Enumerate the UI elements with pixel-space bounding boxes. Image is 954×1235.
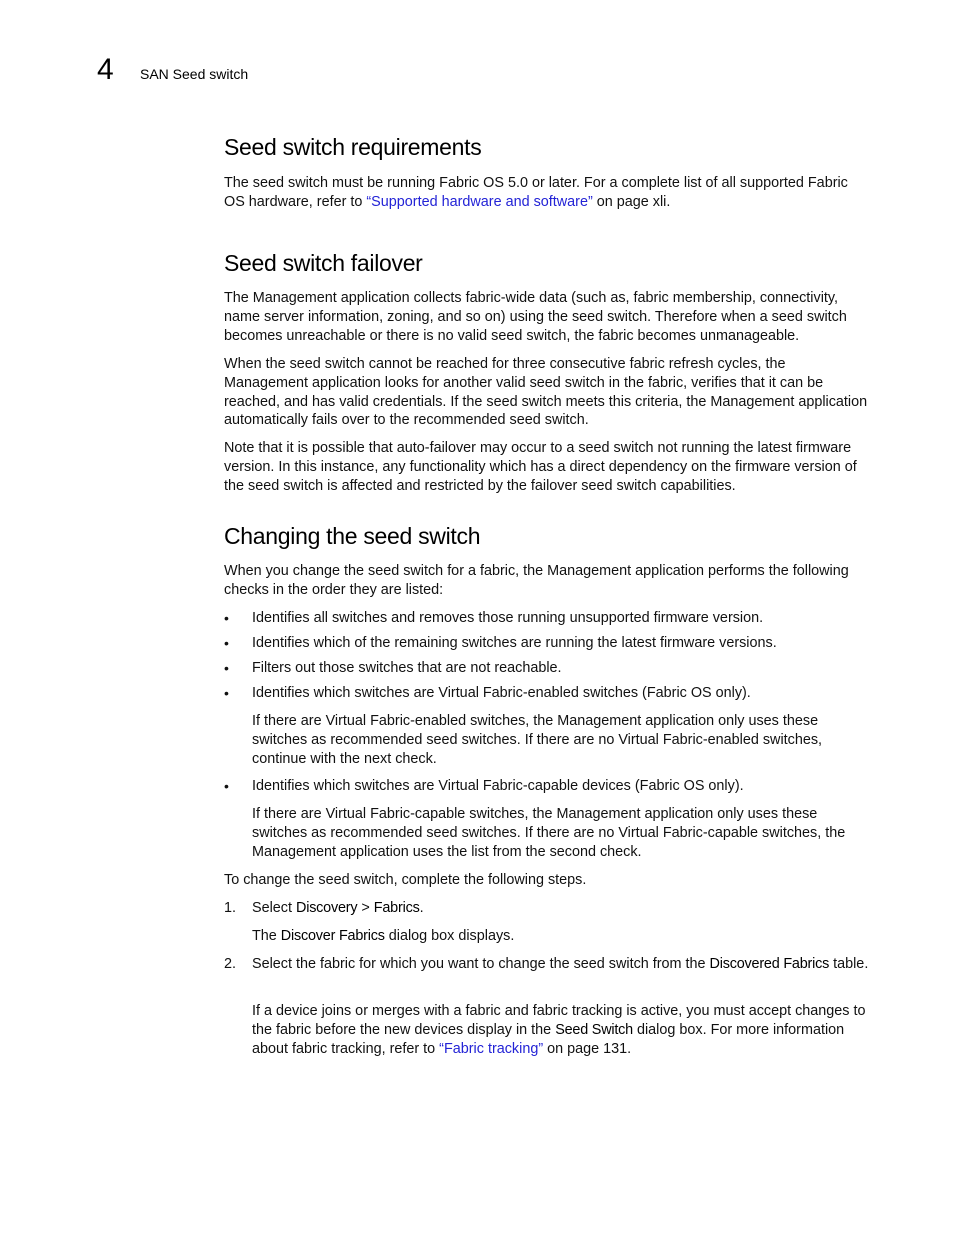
step-number: 2. <box>224 956 237 972</box>
table-discovered-fabrics: Discovered Fabrics <box>709 956 830 972</box>
section-title-changing-seed-switch: Changing the seed switch <box>224 523 481 549</box>
failover-paragraph-3: Note that it is possible that auto-failover may occur to a seed switch not running the latest firmware version. In this instance, any functionality which has a direct dependency on the firmware version of the seed switch is affected and restricted by the failover seed switch capabilities. <box>224 440 857 494</box>
menu-discovery: Discovery <box>296 900 358 916</box>
note-text: The <box>252 928 281 944</box>
step-text: Select <box>252 900 296 916</box>
step-text-end: . <box>419 900 424 916</box>
bullet-note-virtual-fabric-capable: If there are Virtual Fabric-capable switches, the Management application only uses these switches as recommended seed switches. If there are no Virtual Fabric-capable switches, the Management application uses the list from the second check. <box>252 806 846 860</box>
bullet-icon: • <box>224 610 229 626</box>
note-text-mid: dialog box. For more information about fabric tracking, refer to <box>252 1021 845 1057</box>
step-2-note <box>252 1002 870 1058</box>
bullet-icon: • <box>224 635 229 651</box>
bullet-icon: • <box>224 660 229 676</box>
dialog-seed-switch: Seed Switch <box>555 1021 633 1038</box>
bullet-text: Filters out those switches that are not reachable. <box>252 660 562 676</box>
bullet-text: Identifies which of the remaining switches are running the latest firmware versions. <box>252 635 777 651</box>
dialog-discover-fabrics: Discover Fabrics <box>280 928 385 944</box>
section-title-seed-switch-requirements: Seed switch requirements <box>224 134 482 160</box>
failover-paragraph-2: When the seed switch cannot be reached for three consecutive fabric refresh cycles, the Management application looks for another valid seed switch in the fabric, verifies that it can be reached, and has valid credentials. If the seed switch meets this criteria, the Management application automatically fails over to the recommended seed switch. <box>224 356 868 429</box>
fabric-tracking-link[interactable]: “Fabric tracking” <box>439 1040 544 1057</box>
step-number: 1. <box>224 900 237 916</box>
chapter-number: 4 <box>97 53 114 86</box>
failover-paragraph-1: The Management application collects fabric-wide data (such as, fabric membership, connectivity, name server information, zoning, and so on) using the seed switch. Therefore when a seed switch becomes unreachable or there is no valid seed switch, the fabric becomes unmanageable. <box>224 290 847 344</box>
step-text-end: table. <box>829 956 869 972</box>
bullet-note-virtual-fabric-enabled: If there are Virtual Fabric-enabled switches, the Management application only uses these switches as recommended seed switches. If there are no Virtual Fabric-enabled switches, continue with the next check. <box>252 713 823 767</box>
bullet-icon: • <box>224 778 229 794</box>
step-1-note <box>252 927 870 946</box>
note-text-end: dialog box displays. <box>384 928 515 944</box>
requirements-page-ref: on page xli. <box>592 193 671 210</box>
bullet-text: Identifies which switches are Virtual Fabric-capable devices (Fabric OS only). <box>252 778 744 794</box>
bullet-text: Identifies all switches and removes those running unsupported firmware version. <box>252 610 764 626</box>
menu-separator: > <box>357 900 374 916</box>
note-text: If a device joins or merges with a fabric and fabric tracking is active, you must accept changes to the fabric before the new devices display in the <box>252 1003 866 1038</box>
running-title: SAN Seed switch <box>140 66 249 82</box>
changing-intro: When you change the seed switch for a fabric, the Management application performs the following checks in the order they are listed: <box>224 563 849 598</box>
steps-intro: To change the seed switch, complete the following steps. <box>224 872 587 888</box>
step-2-text <box>252 955 870 974</box>
requirements-paragraph <box>224 174 870 212</box>
supported-hardware-link[interactable]: “Supported hardware and software” <box>366 193 593 210</box>
menu-fabrics: Fabrics <box>373 900 420 916</box>
bullet-text: Identifies which switches are Virtual Fabric-enabled switches (Fabric OS only). <box>252 685 751 701</box>
section-title-seed-switch-failover: Seed switch failover <box>224 250 423 276</box>
step-text: Select the fabric for which you want to change the seed switch from the <box>252 956 710 972</box>
bullet-icon: • <box>224 685 229 701</box>
note-page-ref: on page 131. <box>543 1040 632 1057</box>
step-1-text <box>252 899 870 918</box>
requirements-text: The seed switch must be running Fabric OS 5.0 or later. For a complete list of all supported Fabric OS hardware, refer to <box>224 175 848 210</box>
